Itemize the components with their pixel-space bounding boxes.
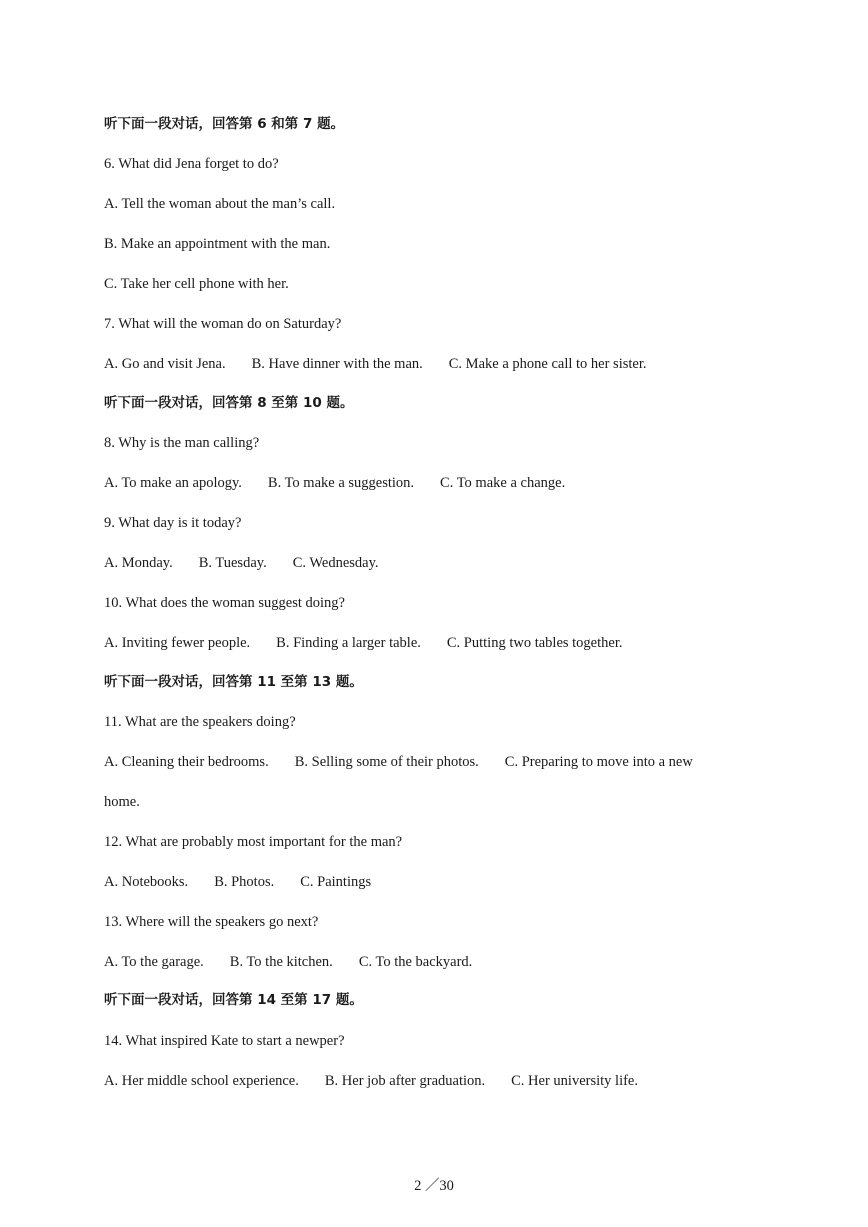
answer-option: C. Make a phone call to her sister. (448, 356, 647, 372)
answer-option: B. Have dinner with the man. (251, 356, 423, 372)
answer-options-row (104, 633, 622, 653)
answer-option: C. Paintings (300, 874, 372, 890)
answer-option: A. Inviting fewer people. (104, 635, 251, 651)
answer-options-row (104, 354, 646, 374)
answer-options-row (104, 1071, 638, 1091)
answer-options-row (104, 473, 565, 493)
section-heading: 听下面一段对话，回答第 11 至第 13 题。 (104, 674, 363, 690)
answer-option: A. Monday. (104, 555, 173, 571)
question-text: 14. What inspired Kate to start a newper? (104, 1033, 345, 1049)
answer-options-row (104, 872, 371, 892)
answer-option: C. Take her cell phone with her. (104, 276, 289, 292)
answer-option: B. Finding a larger table. (276, 635, 421, 651)
answer-option: C. To the backyard. (358, 954, 473, 970)
question-text: 11. What are the speakers doing? (104, 714, 296, 730)
answer-option: A. Go and visit Jena. (104, 356, 226, 372)
section-heading: 听下面一段对话，回答第 8 至第 10 题。 (104, 395, 354, 411)
question-text: 10. What does the woman suggest doing? (104, 595, 345, 611)
section-heading: 听下面一段对话，回答第 14 至第 17 题。 (104, 992, 363, 1008)
answer-option: C. Putting two tables together. (446, 635, 623, 651)
answer-option: B. To make a suggestion. (267, 475, 415, 491)
question-text: 12. What are probably most important for the man? (104, 834, 403, 850)
question-text: 7. What will the woman do on Saturday? (104, 316, 342, 332)
answer-option: B. Photos. (214, 874, 275, 890)
answer-option: B. Make an appointment with the man. (104, 236, 331, 252)
answer-option: B. To the kitchen. (229, 954, 333, 970)
answer-options-row (104, 952, 472, 972)
answer-option: C. Her university life. (511, 1073, 638, 1089)
answer-options-row (104, 752, 693, 772)
answer-option: C. Wednesday. (292, 555, 379, 571)
question-text: 6. What did Jena forget to do? (104, 156, 279, 172)
section-heading: 听下面一段对话，回答第 6 和第 7 题。 (104, 116, 345, 132)
answer-option: A. Cleaning their bedrooms. (104, 754, 269, 770)
answer-option: B. Her job after graduation. (324, 1073, 486, 1089)
answer-option: A. Notebooks. (104, 874, 189, 890)
answer-option: A. Tell the woman about the man’s call. (104, 196, 336, 212)
question-text: 13. Where will the speakers go next? (104, 914, 319, 930)
question-text: 8. Why is the man calling? (104, 435, 260, 451)
answer-option: A. To the garage. (104, 954, 204, 970)
answer-option-continuation: home. (104, 794, 140, 810)
question-text: 9. What day is it today? (104, 515, 242, 531)
answer-option: C. To make a change. (440, 475, 566, 491)
page-number: 2 ／30 (414, 1178, 454, 1194)
answer-options-row (104, 553, 379, 573)
answer-option: B. Tuesday. (198, 555, 267, 571)
answer-option: B. Selling some of their photos. (294, 754, 479, 770)
answer-option: A. Her middle school experience. (104, 1073, 299, 1089)
answer-option: A. To make an apology. (104, 475, 242, 491)
answer-option: C. Preparing to move into a new (504, 754, 693, 770)
